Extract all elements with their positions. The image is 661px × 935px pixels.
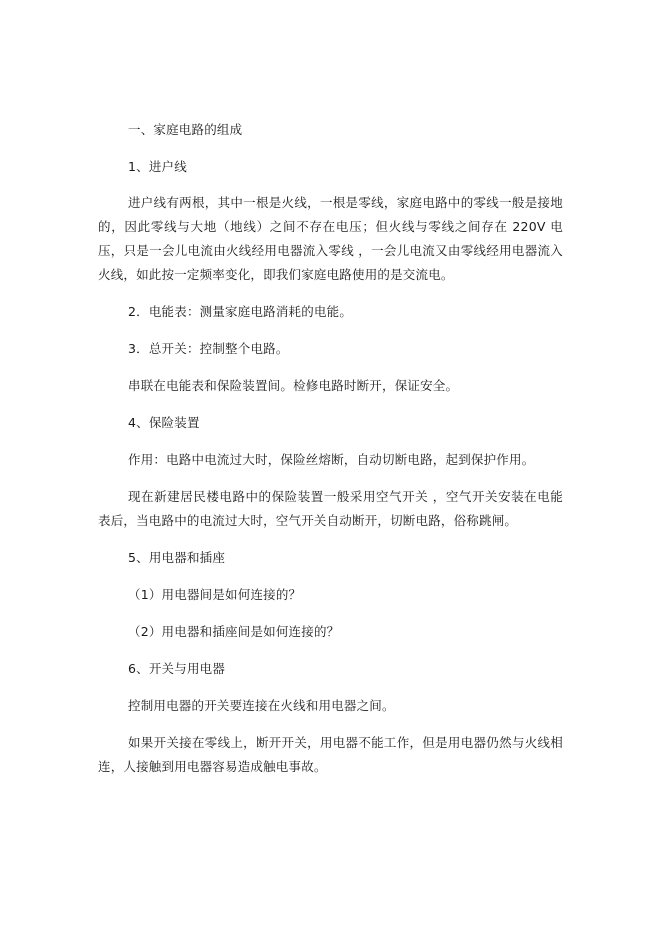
paragraph-switch-placement: 控制用电器的开关要连接在火线和用电器之间。 — [128, 698, 395, 713]
section-title: 一、家庭电路的组成 — [128, 122, 243, 137]
question-socket-connection: （2）用电器和插座间是如何连接的？ — [128, 624, 340, 639]
heading-switch-appliance: 6、开关与用电器 — [128, 661, 226, 676]
paragraph-incoming-line: 进户线有两根，其中一根是火线，一根是零线，家庭电路中的零线一般是接地的，因此零线与大地（地线）之间不存在电压；但火线与零线之间存在 220V 电压，只是一会儿电流由火线经用电器流入零线 ，一会儿电流又由零线经用电器流入火线，如此按一定频率变化，即我们家庭电路使用的是交流电。 — [98, 195, 563, 282]
heading-main-switch: 3．总开关：控制整个电路。 — [128, 341, 289, 356]
paragraph-main-switch: 串联在电能表和保险装置间。检修电路时断开，保证安全。 — [128, 378, 459, 393]
paragraph-protection-function: 作用：电路中电流过大时，保险丝熔断，自动切断电路，起到保护作用。 — [128, 452, 535, 467]
heading-appliances-sockets: 5、用电器和插座 — [128, 550, 226, 565]
question-appliance-connection: （1）用电器间是如何连接的？ — [128, 587, 302, 602]
paragraph-switch-safety: 如果开关接在零线上，断开开关，用电器不能工作，但是用电器仍然与火线相连，人接触到用电器容易造成触电事故。 — [98, 735, 563, 774]
heading-protection-device: 4、保险装置 — [128, 415, 200, 430]
heading-electric-meter: 2．电能表：测量家庭电路消耗的电能。 — [128, 304, 353, 319]
paragraph-air-switch: 现在新建居民楼电路中的保险装置一般采用空气开关 ，空气开关安装在电能表后，当电路中的电流过大时，空气开关自动断开，切断电路，俗称跳闸。 — [98, 489, 563, 528]
heading-incoming-line: 1、进户线 — [128, 159, 187, 174]
document-body — [98, 118, 563, 779]
